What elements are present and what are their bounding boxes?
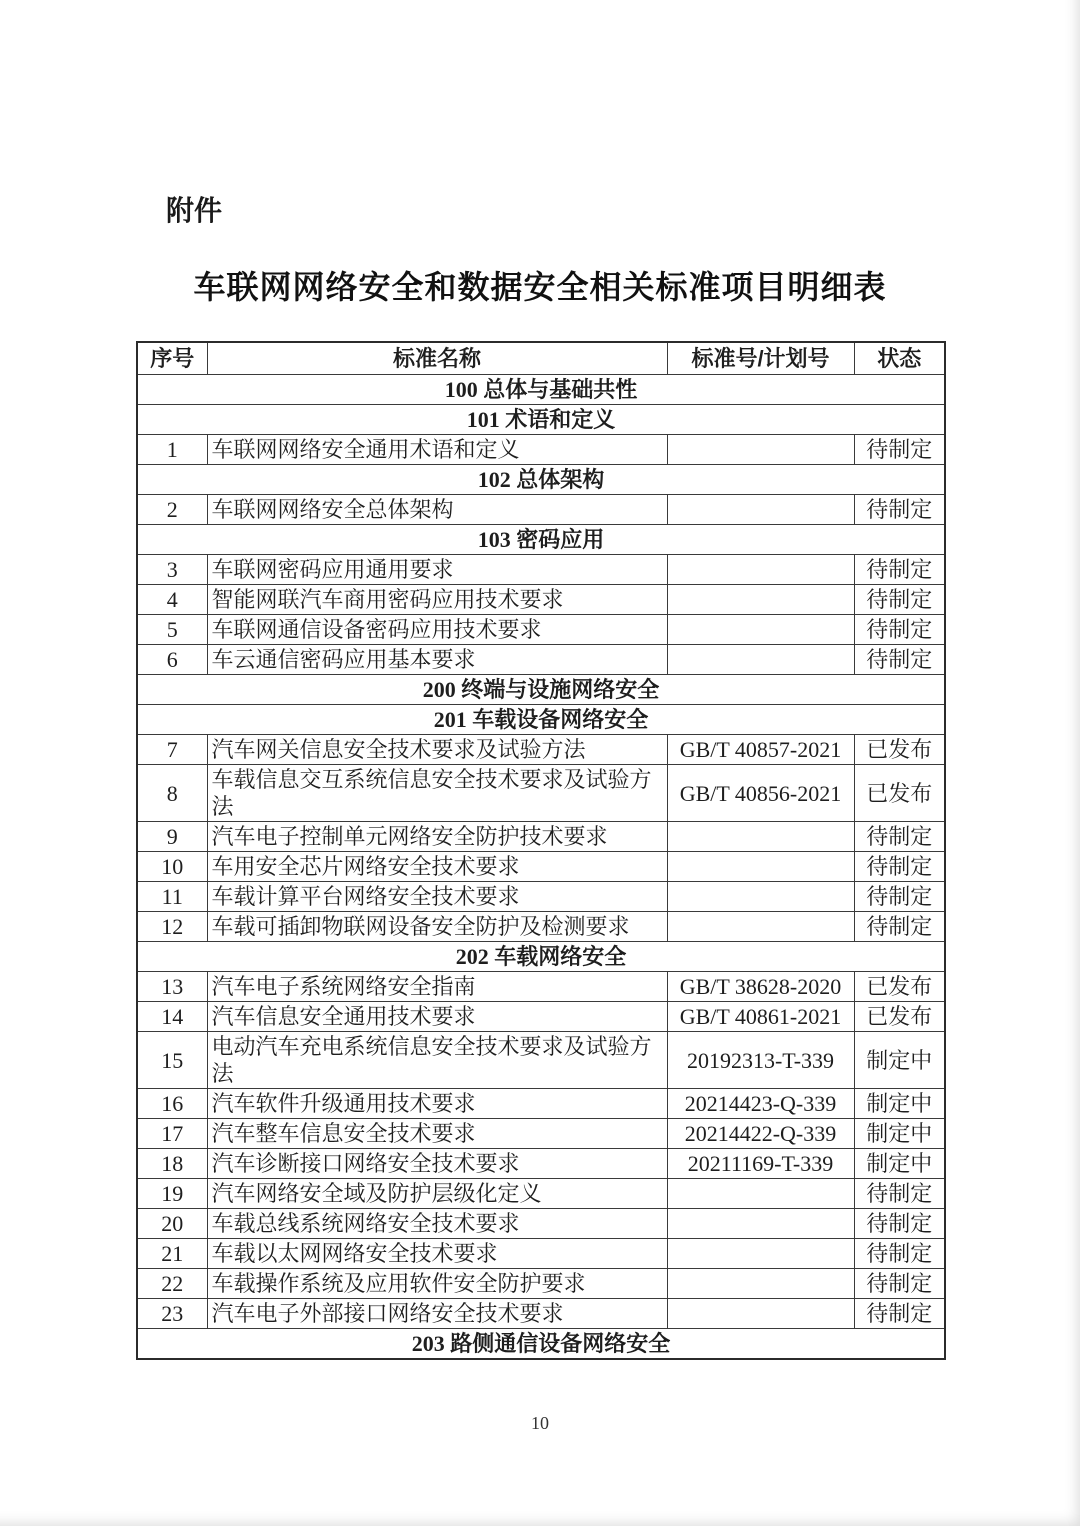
cell-seq-number: 2 <box>137 495 207 525</box>
cell-seq-number: 6 <box>137 645 207 675</box>
section-label: 102 总体架构 <box>137 465 945 495</box>
cell-standard-code: GB/T 40861-2021 <box>667 1002 854 1032</box>
cell-status: 已发布 <box>854 765 945 822</box>
header-seq-number: 序号 <box>137 342 207 375</box>
table-row <box>137 852 945 882</box>
cell-seq-number: 9 <box>137 822 207 852</box>
cell-standard-name: 汽车整车信息安全技术要求 <box>207 1119 667 1149</box>
cell-seq-number: 4 <box>137 585 207 615</box>
cell-standard-name: 车载可插卸物联网设备安全防护及检测要求 <box>207 912 667 942</box>
cell-seq-number: 16 <box>137 1089 207 1119</box>
cell-status: 待制定 <box>854 1179 945 1209</box>
table-row <box>137 1149 945 1179</box>
section-label: 100 总体与基础共性 <box>137 375 945 405</box>
standards-table <box>136 341 946 1360</box>
cell-status: 待制定 <box>854 615 945 645</box>
cell-standard-name: 车联网网络安全总体架构 <box>207 495 667 525</box>
cell-status: 待制定 <box>854 1209 945 1239</box>
cell-seq-number: 10 <box>137 852 207 882</box>
cell-standard-code: GB/T 40857-2021 <box>667 735 854 765</box>
cell-status: 制定中 <box>854 1032 945 1089</box>
cell-standard-name: 汽车软件升级通用技术要求 <box>207 1089 667 1119</box>
cell-status: 待制定 <box>854 912 945 942</box>
table-row <box>137 1002 945 1032</box>
table-row <box>137 615 945 645</box>
cell-standard-name: 汽车电子系统网络安全指南 <box>207 972 667 1002</box>
cell-status: 待制定 <box>854 435 945 465</box>
cell-status: 已发布 <box>854 735 945 765</box>
table-row <box>137 1299 945 1329</box>
cell-standard-name: 车载以太网网络安全技术要求 <box>207 1239 667 1269</box>
cell-status: 制定中 <box>854 1149 945 1179</box>
table-row <box>137 1209 945 1239</box>
cell-status: 已发布 <box>854 1002 945 1032</box>
cell-standard-name: 车载操作系统及应用软件安全防护要求 <box>207 1269 667 1299</box>
table-header-row <box>137 342 945 375</box>
section-label: 103 密码应用 <box>137 525 945 555</box>
cell-status: 待制定 <box>854 1269 945 1299</box>
cell-seq-number: 3 <box>137 555 207 585</box>
table-row <box>137 1119 945 1149</box>
section-row <box>137 705 945 735</box>
cell-seq-number: 13 <box>137 972 207 1002</box>
cell-standard-code <box>667 1209 854 1239</box>
cell-standard-code <box>667 1269 854 1299</box>
cell-standard-code <box>667 822 854 852</box>
section-label: 203 路侧通信设备网络安全 <box>137 1329 945 1360</box>
cell-standard-name: 汽车信息安全通用技术要求 <box>207 1002 667 1032</box>
cell-standard-code <box>667 615 854 645</box>
cell-status: 待制定 <box>854 645 945 675</box>
cell-standard-code: GB/T 38628-2020 <box>667 972 854 1002</box>
section-label: 201 车载设备网络安全 <box>137 705 945 735</box>
cell-seq-number: 11 <box>137 882 207 912</box>
table-body <box>137 375 945 1360</box>
cell-standard-code <box>667 435 854 465</box>
table-row <box>137 765 945 822</box>
cell-standard-code <box>667 912 854 942</box>
header-standard-code: 标准号/计划号 <box>667 342 854 375</box>
cell-standard-name: 车用安全芯片网络安全技术要求 <box>207 852 667 882</box>
cell-standard-name: 汽车网络安全域及防护层级化定义 <box>207 1179 667 1209</box>
standards-table-container <box>136 341 944 1360</box>
cell-standard-name: 车载信息交互系统信息安全技术要求及试验方法 <box>207 765 667 822</box>
section-row <box>137 405 945 435</box>
table-row <box>137 972 945 1002</box>
section-row <box>137 375 945 405</box>
cell-status: 待制定 <box>854 495 945 525</box>
cell-seq-number: 18 <box>137 1149 207 1179</box>
page-number: 10 <box>531 1413 549 1433</box>
cell-seq-number: 7 <box>137 735 207 765</box>
cell-seq-number: 5 <box>137 615 207 645</box>
cell-standard-name: 车联网密码应用通用要求 <box>207 555 667 585</box>
cell-status: 已发布 <box>854 972 945 1002</box>
table-row <box>137 822 945 852</box>
cell-standard-name: 汽车电子控制单元网络安全防护技术要求 <box>207 822 667 852</box>
cell-standard-code <box>667 495 854 525</box>
cell-standard-name: 汽车电子外部接口网络安全技术要求 <box>207 1299 667 1329</box>
table-row <box>137 1032 945 1089</box>
cell-seq-number: 20 <box>137 1209 207 1239</box>
cell-standard-name: 智能网联汽车商用密码应用技术要求 <box>207 585 667 615</box>
cell-standard-name: 车载计算平台网络安全技术要求 <box>207 882 667 912</box>
cell-status: 待制定 <box>854 585 945 615</box>
cell-seq-number: 17 <box>137 1119 207 1149</box>
cell-standard-code: GB/T 40856-2021 <box>667 765 854 822</box>
cell-status: 待制定 <box>854 852 945 882</box>
table-row <box>137 735 945 765</box>
table-row <box>137 1179 945 1209</box>
table-row <box>137 585 945 615</box>
cell-standard-code <box>667 852 854 882</box>
table-row <box>137 1269 945 1299</box>
table-row <box>137 645 945 675</box>
cell-standard-code <box>667 555 854 585</box>
header-status: 状态 <box>854 342 945 375</box>
cell-standard-code <box>667 1299 854 1329</box>
cell-seq-number: 22 <box>137 1269 207 1299</box>
document-title: 车联网网络安全和数据安全相关标准项目明细表 <box>193 269 887 305</box>
attachment-label: 附件 <box>166 195 223 226</box>
cell-seq-number: 15 <box>137 1032 207 1089</box>
cell-standard-code: 20192313-T-339 <box>667 1032 854 1089</box>
cell-standard-code <box>667 585 854 615</box>
table-row <box>137 495 945 525</box>
table-row <box>137 1239 945 1269</box>
cell-standard-name: 车载总线系统网络安全技术要求 <box>207 1209 667 1239</box>
cell-status: 待制定 <box>854 882 945 912</box>
cell-standard-name: 汽车网关信息安全技术要求及试验方法 <box>207 735 667 765</box>
cell-status: 待制定 <box>854 822 945 852</box>
cell-standard-name: 电动汽车充电系统信息安全技术要求及试验方法 <box>207 1032 667 1089</box>
table-row <box>137 435 945 465</box>
cell-standard-code <box>667 882 854 912</box>
cell-seq-number: 21 <box>137 1239 207 1269</box>
cell-status: 待制定 <box>854 1299 945 1329</box>
cell-standard-code: 20211169-T-339 <box>667 1149 854 1179</box>
cell-status: 待制定 <box>854 555 945 585</box>
cell-standard-code <box>667 1239 854 1269</box>
cell-standard-name: 车联网通信设备密码应用技术要求 <box>207 615 667 645</box>
cell-standard-name: 车联网网络安全通用术语和定义 <box>207 435 667 465</box>
table-row <box>137 882 945 912</box>
header-standard-name: 标准名称 <box>207 342 667 375</box>
cell-seq-number: 12 <box>137 912 207 942</box>
section-row <box>137 525 945 555</box>
section-row <box>137 465 945 495</box>
section-row <box>137 1329 945 1360</box>
cell-standard-code <box>667 1179 854 1209</box>
cell-status: 制定中 <box>854 1089 945 1119</box>
cell-standard-code <box>667 645 854 675</box>
section-row <box>137 942 945 972</box>
cell-seq-number: 8 <box>137 765 207 822</box>
cell-standard-code: 20214422-Q-339 <box>667 1119 854 1149</box>
section-label: 202 车载网络安全 <box>137 942 945 972</box>
cell-seq-number: 23 <box>137 1299 207 1329</box>
cell-status: 待制定 <box>854 1239 945 1269</box>
cell-status: 制定中 <box>854 1119 945 1149</box>
cell-seq-number: 1 <box>137 435 207 465</box>
section-row <box>137 675 945 705</box>
cell-standard-name: 车云通信密码应用基本要求 <box>207 645 667 675</box>
table-row <box>137 912 945 942</box>
table-row <box>137 555 945 585</box>
section-label: 200 终端与设施网络安全 <box>137 675 945 705</box>
cell-standard-code: 20214423-Q-339 <box>667 1089 854 1119</box>
section-label: 101 术语和定义 <box>137 405 945 435</box>
cell-seq-number: 19 <box>137 1179 207 1209</box>
cell-standard-name: 汽车诊断接口网络安全技术要求 <box>207 1149 667 1179</box>
table-row <box>137 1089 945 1119</box>
cell-seq-number: 14 <box>137 1002 207 1032</box>
